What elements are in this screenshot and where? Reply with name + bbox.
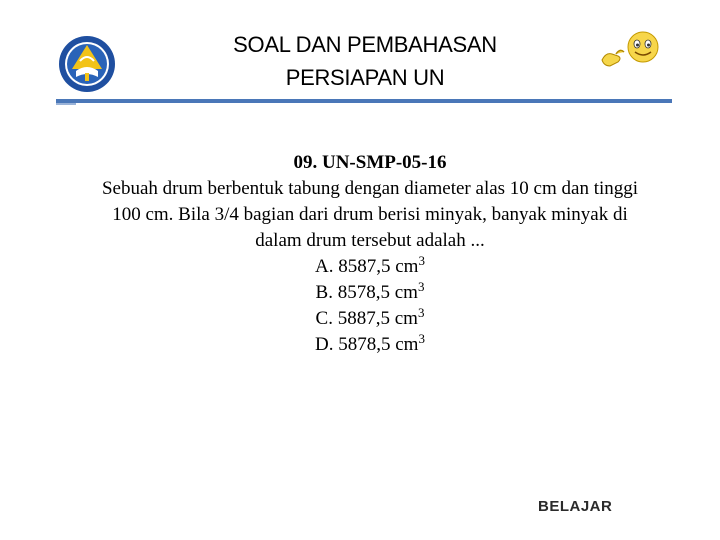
question-text: Sebuah drum berbentuk tabung dengan diameter alas 10 cm dan tinggi 100 cm. Bila 3/4 bagian dari drum berisi minyak, banyak minyak di dalam drum tersebut adalah ... bbox=[101, 178, 639, 251]
question-id: 09. UN-SMP-05-16 bbox=[293, 152, 447, 173]
option-exponent: 3 bbox=[418, 253, 425, 268]
option-exponent: 3 bbox=[417, 279, 425, 294]
page-title bbox=[160, 28, 570, 94]
footer-brand: BELAJAR bbox=[538, 498, 613, 515]
answer-option-b[interactable] bbox=[90, 280, 650, 306]
option-label: D. 5878,5 cm bbox=[315, 334, 419, 355]
title-line-2: PERSIAPAN UN bbox=[285, 65, 445, 90]
answer-option-a[interactable] bbox=[90, 254, 650, 280]
question-block bbox=[90, 150, 650, 358]
option-exponent: 3 bbox=[417, 305, 425, 320]
header-divider-accent bbox=[56, 103, 76, 105]
answer-options bbox=[90, 254, 650, 358]
tut-wuri-handayani-logo-icon bbox=[58, 33, 116, 95]
title-line-1: SOAL DAN PEMBAHASAN bbox=[233, 32, 497, 57]
smiley-thumbs-up-icon bbox=[596, 30, 664, 72]
answer-option-d[interactable] bbox=[90, 332, 650, 358]
header-divider bbox=[56, 99, 672, 103]
option-label: B. 8578,5 cm bbox=[315, 282, 418, 303]
option-exponent: 3 bbox=[418, 331, 425, 346]
answer-option-c[interactable] bbox=[90, 306, 650, 332]
option-label: C. 5887,5 cm bbox=[315, 308, 418, 329]
option-label: A. 8587,5 cm bbox=[315, 256, 419, 277]
